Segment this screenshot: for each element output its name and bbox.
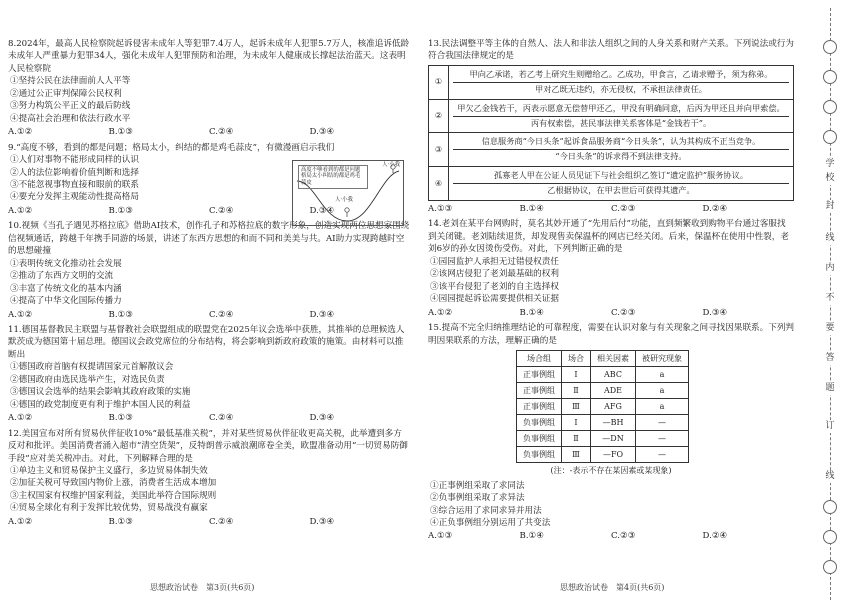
table-cell: 负事例组 — [517, 431, 562, 447]
option-c: C.②④ — [209, 413, 234, 424]
answer-options — [8, 516, 410, 528]
binding-label: 要 — [823, 322, 837, 335]
statement: ③德国议会选举的结果会影响其政府政策的实施 — [10, 387, 191, 398]
table-row — [517, 431, 689, 447]
question-14 — [428, 218, 794, 319]
table-cell: Ⅱ — [562, 431, 591, 447]
table-cell: a — [636, 399, 689, 415]
row-line: 信息服务商“今日头条”起诉食品服务商“今日头条”，认为其构成不正当竞争。 — [481, 136, 761, 147]
statement: ④园园提起诉讼需要提供相关证据 — [430, 294, 559, 305]
option-d: D.③④ — [309, 309, 335, 320]
answer-options — [428, 203, 794, 215]
table-row — [429, 65, 794, 99]
option-c: C.②④ — [209, 205, 234, 216]
table-cell: 负事例组 — [517, 447, 562, 463]
binding-label: 校 — [823, 172, 837, 185]
option-c: C.②④ — [209, 516, 234, 527]
row-number: ④ — [429, 167, 449, 201]
table-row — [517, 399, 689, 415]
table-cell: a — [636, 367, 689, 383]
option-a: A.①③ — [428, 531, 453, 542]
binding-hole — [823, 100, 837, 114]
row-line: 甲向乙承诺，若乙考上研究生则赠给乙。乙成功，甲食言，乙请求赠予，须为称弟。 — [469, 68, 773, 79]
table-cell: — — [636, 415, 689, 431]
row-number: ③ — [429, 133, 449, 167]
row-line: 甲对乙既无违约，亦无侵权，不承担法律责任。 — [453, 82, 789, 97]
binding-label: 线 — [823, 470, 837, 483]
row-content — [449, 133, 794, 167]
answer-options — [8, 309, 410, 321]
table-row — [517, 383, 689, 399]
option-b: B.①③ — [108, 516, 133, 527]
option-d: D.③④ — [309, 516, 335, 527]
option-b: B.①③ — [108, 205, 133, 216]
statement: ①人们对事物不能形成同样的认识 — [10, 155, 139, 166]
question-9 — [8, 142, 410, 218]
option-table — [428, 65, 794, 201]
statement: ②人的法位影响着价值判断和选择 — [10, 167, 139, 178]
row-content — [449, 167, 794, 201]
option-a: A.①② — [8, 127, 33, 138]
option-a: A.①② — [8, 205, 33, 216]
table-cell: Ⅲ — [562, 447, 591, 463]
question-stem: 14.老刘在某平台网购时，莫名其妙开通了“先用后付”功能，直到频繁收到购物平台通过客服找到关闭键。老刘陆续退货，却发现售卖保温杯的网店已经关闭。后来，保温杯在使用中性裂，老刘6岁的孙女因烫伤受伤。对此，下列判断正确的是 — [428, 219, 789, 255]
table-cell: Ⅰ — [562, 415, 591, 431]
table-cell: 正事例组 — [517, 383, 562, 399]
option-d: D.③④ — [309, 413, 335, 424]
option-b: B.①④ — [519, 307, 544, 318]
question-12 — [8, 428, 410, 529]
row-number: ① — [429, 65, 449, 99]
table-row — [517, 447, 689, 463]
question-stem: 10.视频《当孔子遇见苏格拉底》借助AI技术，创作孔子和苏格拉底的数字形象，创造实现两位思想家围绕信视频通话，跨越千年携手同游的场景，讲述了东西方思想的和而不同和美美与共。AI助力实现跨越时空的思想碰撞 — [8, 221, 410, 257]
statement: ④德国的政党制度更有利于维护本国人民的利益 — [10, 399, 191, 410]
question-10 — [8, 220, 410, 321]
statement: ③努力构筑公平正义的最后防线 — [10, 101, 131, 112]
option-b: B.①④ — [519, 204, 544, 215]
option-b: B.①③ — [108, 127, 133, 138]
statement: ②该网店侵犯了老刘最基础的权利 — [430, 269, 559, 280]
binding-hole — [823, 130, 837, 144]
statement: ②通过公正审判保障公民权利 — [10, 88, 122, 99]
answer-options — [428, 530, 794, 542]
question-8 — [8, 38, 410, 139]
page-footer-right: 思想政治试卷 第4页(共6页) — [560, 583, 665, 592]
statement: ③综合运用了求同求异并用法 — [430, 505, 542, 516]
table-cell: AFG — [591, 399, 636, 415]
option-a: A.①② — [428, 307, 453, 318]
statement: ③该平台侵犯了老刘的自主选择权 — [430, 281, 559, 292]
binding-hole — [823, 530, 837, 544]
table-cell: —BH — [591, 415, 636, 431]
binding-label: 封 — [823, 200, 837, 213]
option-c: C.②③ — [611, 531, 636, 542]
statement: ②负事例组采取了求异法 — [430, 493, 525, 504]
option-b: B.①③ — [108, 309, 133, 320]
table-header: 被研究现象 — [636, 351, 689, 367]
table-row — [517, 415, 689, 431]
binding-hole — [823, 560, 837, 574]
cartoon-caption: 高度不够看到的都是问题 格局太小纠结的都是鸡毛蒜皮 — [298, 165, 368, 189]
statement: ①德国政府首脑有权提请国家元首解散议会 — [10, 362, 174, 373]
binding-label: 答 — [823, 352, 837, 365]
option-c: C.②④ — [209, 127, 234, 138]
binding-label: 题 — [823, 382, 837, 395]
statement: ①单边主义和贸易保护主义盛行，多边贸易体制失效 — [10, 465, 208, 476]
row-content — [449, 65, 794, 99]
statement: ①表明传统文化推动社会发展 — [10, 258, 122, 269]
option-c: C.②③ — [611, 307, 636, 318]
row-number: ② — [429, 99, 449, 133]
row-line: 丙有权索偿，甚民事法律关系客体是“金钱若干”。 — [453, 116, 789, 131]
table-cell: — — [636, 431, 689, 447]
table-row — [429, 167, 794, 201]
binding-label: 订 — [823, 420, 837, 433]
binding-hole — [823, 40, 837, 54]
table-cell: — — [636, 447, 689, 463]
right-column — [428, 38, 794, 546]
binding-label: 线 — [823, 232, 837, 245]
table-cell: 负事例组 — [517, 415, 562, 431]
row-line: “今日头条”的诉求得不到法律支持。 — [453, 149, 789, 164]
statement: ④正负事例组分别运用了共变法 — [430, 517, 551, 528]
statement: ③主权国家有权维护国家利益，美国此举符合国际规则 — [10, 490, 217, 501]
row-content — [449, 99, 794, 133]
option-b: B.①③ — [108, 413, 133, 424]
question-stem: 9.“高度不够，看到的都是问题；格局太小，纠结的都是鸡毛蒜皮”，有微漫画启示我们 — [8, 142, 335, 153]
option-d: D.③④ — [309, 205, 335, 216]
question-11 — [8, 324, 410, 425]
table-cell: 正事例组 — [517, 367, 562, 383]
option-b: B.①④ — [519, 531, 544, 542]
table-header: 场合组 — [517, 351, 562, 367]
table-cell: Ⅲ — [562, 399, 591, 415]
table-header-row — [517, 351, 689, 367]
answer-options — [8, 412, 410, 424]
statement: ④要充分发挥主观能动性提高格局 — [10, 192, 139, 203]
option-d: D.③④ — [702, 307, 728, 318]
statement: ④提高社会治理和依法行政水平 — [10, 113, 131, 124]
question-stem: 15.提高不完全归纳推理结论的可靠程度，需要在认识对象与有关现象之间寻找因果联系。下列判明因果联系的方法，理解正确的是 — [428, 323, 795, 346]
row-line: 甲欠乙金钱若干，丙表示愿意无偿替甲还乙，甲没有明确同意，后丙为甲还且并向甲索偿。 — [457, 102, 785, 113]
option-a: A.①② — [8, 309, 33, 320]
option-c: C.②③ — [611, 204, 636, 215]
answer-options — [428, 307, 794, 319]
factor-table — [516, 350, 689, 463]
statement: ①园园监护人承担无过错侵权责任 — [430, 256, 559, 267]
row-line: 乙根据协议，在甲去世后可获得其遗产。 — [453, 183, 789, 198]
statement: ①正事例组采取了求同法 — [430, 480, 525, 491]
answer-options — [8, 126, 410, 138]
question-stem: 8.2024年，最高人民检察院起诉侵害未成年人等犯罪7.4万人，起诉未成年人犯罪5.7万人，核准追诉低龄未成年人严重暴力犯罪34人，强化未成年人犯罪预防和治理，为未成年人健康成长撑起法治蓝天。这表明人民检察院 — [8, 39, 410, 74]
table-cell: Ⅱ — [562, 383, 591, 399]
table-cell: a — [636, 383, 689, 399]
table-header: 场合 — [562, 351, 591, 367]
option-d: D.②④ — [702, 204, 728, 215]
statement: ④贸易全球化有利于发挥比较优势，贸易战没有赢家 — [10, 503, 208, 514]
question-stem: 13.民法调整平等主体的自然人、法人和非法人组织之间的人身关系和财产关系。下列说法或行为符合我国法律规定的是 — [428, 39, 795, 62]
question-stem: 11.德国基督教民主联盟与基督教社会联盟组成的联盟党在2025年议会选举中获胜，其推举的总理候选人默茨成为德国第十届总理。德国议会政党席位的分布结构，将会影响到新政府政策的施策。由材料可以推断出 — [8, 324, 405, 360]
option-d: D.③④ — [309, 127, 335, 138]
question-stem: 12.美国宣布对所有贸易伙伴征收10%“最低基准关税”，并对某些贸易伙伴征收更高关税，此举遭到多方反对和批评。美国消费者涌入超市“清空货架”，反特朗普示威浪潮席卷全美，欧盟准备动用“一切贸易防御手段”应对美关税冲击。对此，下列解释合理的是 — [8, 428, 408, 464]
table-cell: ABC — [591, 367, 636, 383]
table-header: 相关因素 — [591, 351, 636, 367]
question-15 — [428, 322, 794, 543]
cartoon-top-label: 人·小我 — [382, 161, 400, 168]
row-line: 孤寡老人甲在公证人员见证下与社会组织乙签订“遗定监护”服务协议。 — [494, 170, 748, 181]
statement: ②加征关税可导致国内物价上涨，消费者生活成本增加 — [10, 478, 217, 489]
table-note: (注：-表示不存在某因素或某现象) — [550, 466, 672, 476]
cartoon-figure — [292, 160, 404, 226]
question-13 — [428, 38, 794, 215]
statement: ②推动了东西方文明的交流 — [10, 271, 114, 282]
table-row — [517, 367, 689, 383]
table-cell: 正事例组 — [517, 399, 562, 415]
option-a: A.①③ — [428, 204, 453, 215]
binding-label: 学 — [823, 158, 837, 171]
binding-label: 内 — [823, 262, 837, 275]
binding-margin — [800, 0, 860, 608]
option-a: A.①② — [8, 516, 33, 527]
table-cell: —FO — [591, 447, 636, 463]
binding-hole — [823, 70, 837, 84]
option-d: D.②④ — [702, 531, 728, 542]
statement: ③丰富了传统文化的基本内涵 — [10, 283, 122, 294]
table-cell: ADE — [591, 383, 636, 399]
cartoon-bottom-label: 人·小我 — [335, 196, 353, 203]
table-row — [429, 133, 794, 167]
page-footer-left: 思想政治试卷 第3页(共6页) — [150, 583, 255, 592]
binding-hole — [823, 500, 837, 514]
table-row — [429, 99, 794, 133]
left-column — [8, 38, 410, 531]
statement: ①坚持公民在法律面前人人平等 — [10, 76, 131, 87]
statement: ②德国政府由选民选举产生，对选民负责 — [10, 374, 165, 385]
option-c: C.②④ — [209, 309, 234, 320]
table-cell: —DN — [591, 431, 636, 447]
option-a: A.①② — [8, 413, 33, 424]
table-cell: Ⅰ — [562, 367, 591, 383]
binding-label: 不 — [823, 292, 837, 305]
statement: ④提高了中华文化国际传播力 — [10, 296, 122, 307]
statement: ③不能忽视事物直接和眼前的联系 — [10, 179, 139, 190]
